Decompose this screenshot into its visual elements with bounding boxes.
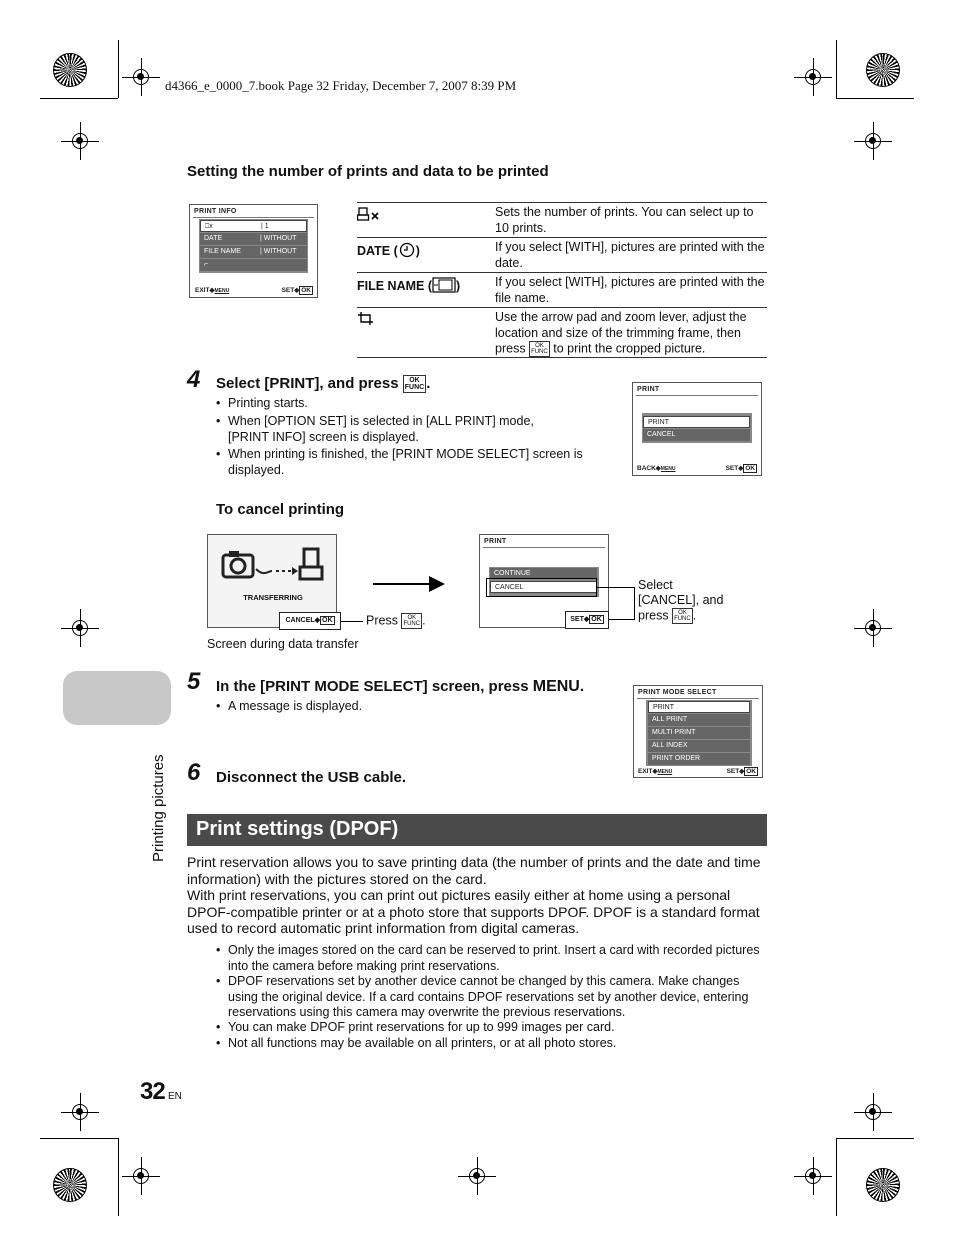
list-item: • DPOF reservations set by another device cannot be changed by this camera. Make changes using the original device. If a card contains DPOF reservations set by another device, entering reservations using this camera may overwrite the previous reservations. (216, 974, 749, 1019)
registration-wheel-icon (866, 53, 900, 87)
dpof-paragraph: Print reservation allows you to save printing data (the number of prints and the date and time information) with the pictures stored on the card. (187, 854, 761, 887)
subheading: To cancel printing (216, 501, 345, 518)
list-item: • A message is displayed. (216, 699, 363, 713)
cancel-set-button[interactable]: SET◆ OK (565, 611, 609, 629)
screen-menu-item: PRINT ORDER (648, 753, 750, 765)
leader-line (597, 587, 635, 588)
screen-row: DATE | WITHOUT (200, 233, 307, 245)
step-number: 4 (187, 366, 201, 393)
list-item: • Not all functions may be available on all printers, or at all photo stores. (216, 1036, 617, 1050)
select-note: Select [CANCEL], and press OK FUNC . (638, 578, 724, 623)
screen-menu-item: CONTINUE (490, 568, 597, 578)
print-count-icon: ⎕ (205, 223, 210, 230)
registration-mark-icon (133, 1168, 149, 1184)
registration-wheel-icon (866, 1168, 900, 1202)
registration-wheel-icon (53, 1168, 87, 1202)
screen-title: PRINT MODE SELECT (638, 689, 717, 696)
screen-menu-item: MULTI PRINT (648, 727, 750, 739)
table-desc: If you select [WITH], pictures are printed with the date. (495, 240, 765, 270)
list-item: • Printing starts. (216, 396, 308, 410)
print-screen: PRINT PRINT CANCEL BACK◆MENU SET◆ OK (632, 382, 762, 476)
leader-line (634, 587, 635, 620)
leader-line (609, 619, 635, 620)
step-title: Select [PRINT], and press OK FUNC . (216, 375, 431, 392)
clock-icon (398, 242, 416, 258)
side-tab-label: Printing pictures (150, 754, 167, 862)
page-lang: EN (168, 1091, 182, 1102)
cancel-option-highlight[interactable] (486, 578, 597, 597)
transfer-label: TRANSFERRING (243, 593, 303, 602)
screen-row (200, 259, 307, 271)
table-row: FILE NAME ( ) If you select [WITH], pictures are printed with the file name. (357, 272, 767, 308)
screen-menu-item: PRINT (643, 416, 750, 428)
registration-mark-icon (72, 1104, 88, 1120)
dpof-heading-bar (187, 814, 767, 846)
dpof-paragraph: With print reservations, you can print out pictures easily either at home using a personal DPOF-compatible printer or at a photo store that supports DPOF. DPOF is a standard format used to record automatic print information from digital cameras. (187, 887, 760, 936)
list-item: • Only the images stored on the card can be reserved to print. Insert a card with recorded pictures into the camera before making print reservations. (216, 943, 760, 973)
ok-func-key-icon: OK FUNC (404, 377, 425, 392)
header-line: d4366_e_0000_7.book Page 32 Friday, December 7, 2007 8:39 PM (165, 78, 517, 93)
screen-menu-item: CANCEL (643, 429, 750, 441)
print-count-icon (357, 207, 381, 221)
print-mode-select-screen: PRINT MODE SELECT PRINT ALL PRINT MULTI PRINT ALL INDEX PRINT ORDER EXIT◆MENU SET◆ OK (633, 685, 763, 778)
screen-row: ⎕x | 1 (200, 220, 307, 232)
list-item: • You can make DPOF print reservations for up to 999 images per card. (216, 1020, 615, 1034)
table-row (357, 307, 767, 358)
table-row (357, 202, 767, 238)
registration-mark-icon (469, 1168, 485, 1184)
registration-mark-icon (133, 69, 149, 85)
registration-mark-icon (805, 1168, 821, 1184)
file-icon (432, 277, 456, 293)
screen-title: PRINT INFO (194, 208, 237, 215)
ok-func-key-icon: OK FUNC (403, 615, 421, 627)
leader-line (341, 621, 363, 622)
trim-icon: ⌐ (204, 261, 209, 268)
screen-menu-item: ALL PRINT (648, 714, 750, 726)
page-number: 32 (140, 1078, 165, 1105)
ok-func-key-icon: OK FUNC (674, 610, 691, 622)
screen-menu-item: PRINT (648, 701, 750, 713)
press-note: Press OK FUNC . (366, 613, 426, 628)
registration-mark-icon (805, 69, 821, 85)
screen-menu-item: CANCEL (490, 581, 597, 593)
screen-title: PRINT (637, 386, 660, 393)
registration-mark-icon (865, 620, 881, 636)
registration-mark-icon (865, 133, 881, 149)
screen-menu-item: ALL INDEX (648, 740, 750, 752)
list-item: • When printing is finished, the [PRINT MODE SELECT] screen is displayed. (216, 447, 583, 477)
list-item: • When [OPTION SET] is selected in [ALL PRINT] mode, [PRINT INFO] screen is displayed. (216, 414, 534, 444)
registration-mark-icon (865, 1104, 881, 1120)
screen-row: FILE NAME | WITHOUT (200, 246, 307, 258)
step-number: 6 (187, 759, 201, 786)
table-row: DATE ( ) If you select [WITH], pictures are printed with the date. (357, 237, 767, 273)
print-info-screen: PRINT INFO ⎕x | 1 DATE | WITHOUT FILE NAME | WITHOUT ⌐ EXIT◆MENU SET◆ OK (189, 204, 318, 298)
step-number: 5 (187, 668, 201, 695)
registration-mark-icon (72, 620, 88, 636)
caption: Screen during data transfer (207, 637, 359, 651)
step-title: In the [PRINT MODE SELECT] screen, press MENU. (216, 678, 585, 695)
table-desc: Sets the number of prints. You can select up to 10 prints. (495, 205, 754, 235)
table-desc: Use the arrow pad and zoom lever, adjust the location and size of the trimming frame, then press OK FUNC to print the cropped picture. (495, 310, 747, 356)
camera-to-printer-icon (220, 547, 326, 583)
registration-mark-icon (72, 133, 88, 149)
registration-wheel-icon (53, 53, 87, 87)
table-desc: If you select [WITH], pictures are printed with the file name. (495, 275, 765, 305)
transfer-cancel-button[interactable]: CANCEL◆ OK (279, 612, 341, 630)
step-title: Disconnect the USB cable. (216, 769, 407, 786)
arrow-right-icon (373, 574, 445, 594)
side-tab (63, 671, 171, 725)
screen-title: PRINT (484, 538, 507, 545)
dpof-heading: Print settings (DPOF) (196, 818, 399, 840)
section-heading: Setting the number of prints and data to be printed (187, 163, 549, 180)
ok-func-key-icon: OK FUNC (531, 343, 548, 355)
trim-icon (357, 312, 375, 326)
